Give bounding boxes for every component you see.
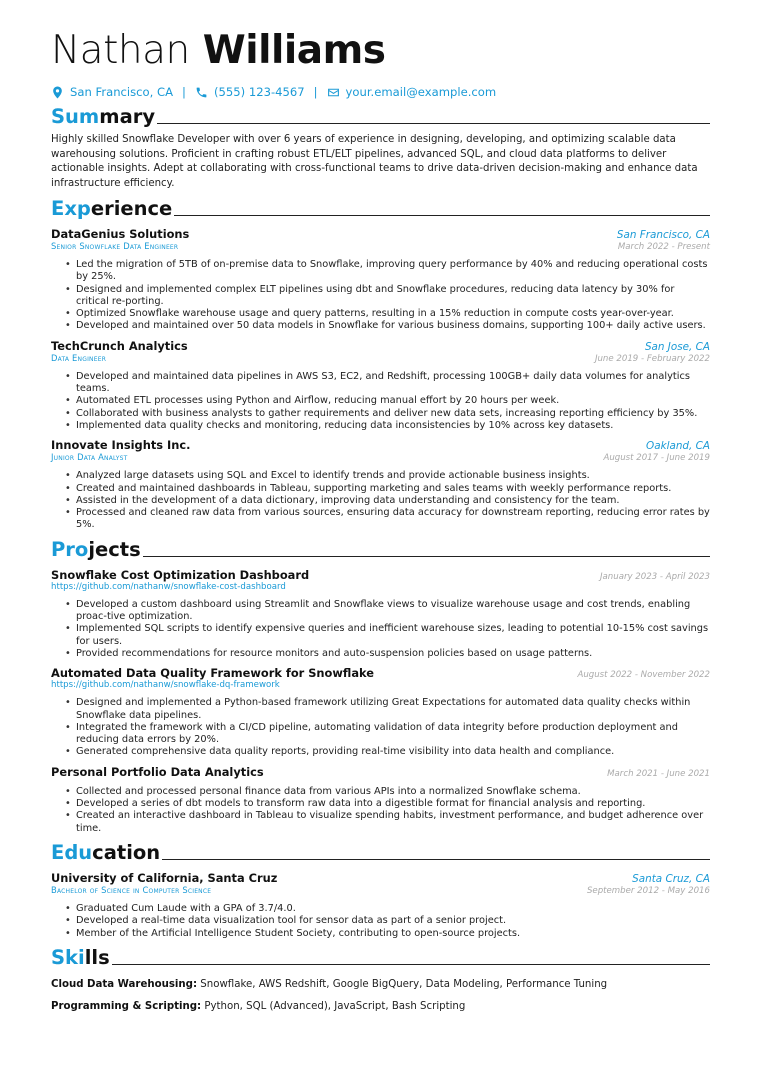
education-entry xyxy=(51,871,710,940)
skill-label: Cloud Data Warehousing: xyxy=(51,978,198,990)
skill-label: Programming & Scripting: xyxy=(51,1000,202,1012)
list-item: • Developed a series of dbt models to transform raw data into a digestible format for financial analysis and reporting. xyxy=(76,798,710,810)
experience-entry xyxy=(51,438,710,531)
section-title-summary xyxy=(51,105,710,129)
project-link[interactable]: https://github.com/nathanw/snowflake-dq-framework xyxy=(51,680,280,691)
project-dates: January 2023 - April 2023 xyxy=(600,571,710,582)
list-item: • Implemented SQL scripts to identify expensive queries and inefficient warehouse sizes, leading to potential 10-15% cost savings for users. xyxy=(76,623,710,648)
project-dates: August 2022 - November 2022 xyxy=(577,670,710,681)
list-item: • Developed a custom dashboard using Streamlit and Snowflake views to visualize warehouse usage and cost trends, enabling proac-tive optimization. xyxy=(76,599,710,624)
company-name: Innovate Insights Inc. xyxy=(51,438,191,453)
job-dates: March 2022 - Present xyxy=(617,242,710,252)
contact-line xyxy=(51,85,710,99)
list-item: • Developed a real-time data visualization tool for sensor data as part of a senior project. xyxy=(76,915,710,927)
list-item: • Collected and processed personal finance data from various APIs into a normalized Snowflake schema. xyxy=(76,786,710,798)
list-item: • Optimized Snowflake warehouse usage and query patterns, resulting in a 15% reduction in compute costs year-over-year. xyxy=(76,308,710,320)
title-rest: mary xyxy=(99,105,156,128)
contact-email[interactable] xyxy=(327,85,497,99)
skill-value: Snowflake, AWS Redshift, Google BigQuery, Data Modeling, Performance Tuning xyxy=(200,978,608,990)
title-rest: erience xyxy=(90,197,173,220)
project-name: Personal Portfolio Data Analytics xyxy=(51,764,264,779)
section-title-education xyxy=(51,841,710,865)
job-role: Data Engineer xyxy=(51,352,107,363)
experience-entry xyxy=(51,339,710,432)
email-link[interactable]: your.email@example.com xyxy=(345,85,497,99)
company-name: DataGenius Solutions xyxy=(51,227,190,241)
list-item: • Processed and cleaned raw data from various sources, ensuring data accuracy for downstream reporting, reducing error rates by 5%. xyxy=(76,507,710,532)
title-rest: cation xyxy=(92,840,161,864)
list-item: • Led the migration of 5TB of on-premise data to Snowflake, improving query performance by 40% and reducing operational costs by 25%. xyxy=(76,259,710,284)
bullet-list xyxy=(51,371,710,432)
contact-separator: | xyxy=(182,85,186,99)
job-location: San Francisco, CA xyxy=(616,229,710,241)
title-rest: lls xyxy=(84,945,110,969)
section-divider xyxy=(174,215,710,216)
job-role: Senior Snowflake Data Engineer xyxy=(51,241,179,251)
list-item: • Member of the Artificial Intelligence Student Society, contributing to open-source projects. xyxy=(76,928,710,940)
project-dates: March 2021 - June 2021 xyxy=(607,768,710,779)
project-entry xyxy=(51,765,710,835)
skill-row xyxy=(51,978,710,992)
list-item: • Automated ETL processes using Python and Airflow, reducing manual effort by 20 hours per week. xyxy=(76,395,710,407)
job-role: Junior Data Analyst xyxy=(51,452,128,463)
list-item: • Analyzed large datasets using SQL and Excel to identify trends and provide actionable business insights. xyxy=(76,470,710,482)
experience-entry xyxy=(51,227,710,333)
section-divider xyxy=(112,964,710,965)
list-item: • Implemented data quality checks and monitoring, reducing data inconsistencies by 10% across key datasets. xyxy=(76,420,710,432)
job-dates: August 2017 - June 2019 xyxy=(603,453,710,464)
list-item: • Integrated the framework with a CI/CD pipeline, automating validation of data integrity before production deployment and reducing data errors by 20%. xyxy=(76,722,710,747)
section-divider xyxy=(143,556,710,557)
job-dates: June 2019 - February 2022 xyxy=(594,353,710,364)
list-item: • Designed and implemented complex ELT pipelines using dbt and Snowflake procedures, reducing data latency by 30% for critical re-porting. xyxy=(76,284,710,309)
skill-value: Python, SQL (Advanced), JavaScript, Bash Scripting xyxy=(204,1000,466,1012)
section-title-experience xyxy=(51,197,710,221)
section-title-projects xyxy=(51,538,710,562)
envelope-icon xyxy=(327,86,340,99)
phone-text: (555) 123-4567 xyxy=(213,85,305,99)
job-location: San Jose, CA xyxy=(644,340,710,353)
section-title-skills xyxy=(51,946,710,970)
title-rest: jects xyxy=(88,537,141,561)
list-item: • Collaborated with business analysts to gather requirements and deliver new data sets, increasing reporting efficiency by 35%. xyxy=(76,408,710,420)
location-text: San Francisco, CA xyxy=(70,85,174,99)
education-dates: September 2012 - May 2016 xyxy=(586,885,710,896)
project-link[interactable]: https://github.com/nathanw/snowflake-cost-dashboard xyxy=(51,581,286,592)
summary-text: Highly skilled Snowflake Developer with over 6 years of experience in designing, developing, and optimizing scalable data warehousing solutions. Proficient in crafting robust ETL/ELT pipelines, advanced SQL, and cloud data platforms to deliver actionable insights. Adept at collaborating with cross-functional teams to drive data-driven decision-making and enhance data infrastructure efficiency. xyxy=(51,134,698,189)
bullet-list xyxy=(51,599,710,660)
contact-separator: | xyxy=(313,85,318,99)
project-entry xyxy=(51,666,710,758)
phone-icon xyxy=(195,86,208,99)
list-item: • Assisted in the development of a data dictionary, improving data understanding and consistency for the team. xyxy=(76,495,710,507)
title-accent: Edu xyxy=(51,840,93,864)
first-name: Nathan xyxy=(51,28,190,73)
title-accent: Sum xyxy=(51,105,100,128)
contact-phone xyxy=(195,85,305,99)
list-item: • Graduated Cum Laude with a GPA of 3.7/4.0. xyxy=(76,903,710,915)
school-name: University of California, Santa Cruz xyxy=(51,870,278,885)
section-divider xyxy=(157,123,710,124)
title-accent: Exp xyxy=(51,197,91,220)
school-location: Santa Cruz, CA xyxy=(632,872,710,885)
degree: Bachelor of Science in Computer Science xyxy=(51,884,212,895)
list-item: • Created and maintained dashboards in Tableau, supporting marketing and sales teams with weekly performance reports. xyxy=(76,483,710,495)
map-marker-icon xyxy=(51,86,64,99)
contact-location xyxy=(51,85,173,99)
skill-row xyxy=(51,1000,710,1014)
bullet-list xyxy=(51,786,710,835)
section-divider xyxy=(162,859,710,860)
list-item: • Generated comprehensive data quality reports, providing real-time visibility into data health and compliance. xyxy=(76,746,710,758)
project-name: Snowflake Cost Optimization Dashboard xyxy=(51,567,310,582)
company-name: TechCrunch Analytics xyxy=(51,338,188,353)
project-name: Automated Data Quality Framework for Snowflake xyxy=(51,666,375,681)
job-location: Oakland, CA xyxy=(646,440,710,453)
project-entry xyxy=(51,568,710,660)
candidate-name xyxy=(51,28,710,74)
bullet-list xyxy=(51,903,710,940)
title-accent: Ski xyxy=(51,945,85,969)
list-item: • Developed and maintained over 50 data models in Snowflake for various business domains, supporting 100+ daily active users. xyxy=(76,320,710,332)
list-item: • Provided recommendations for resource monitors and auto-suspension policies based on usage patterns. xyxy=(76,648,710,660)
title-accent: Pro xyxy=(51,537,89,561)
bullet-list xyxy=(51,259,710,333)
bullet-list xyxy=(51,697,710,758)
list-item: • Developed and maintained data pipelines in AWS S3, EC2, and Redshift, processing 100GB+ daily data volumes for analytics teams. xyxy=(76,371,710,396)
list-item: • Designed and implemented a Python-based framework utilizing Great Expectations for automated data quality checks within Snowflake data pipelines. xyxy=(76,697,710,722)
bullet-list xyxy=(51,470,710,531)
last-name: Williams xyxy=(202,28,386,73)
list-item: • Created an interactive dashboard in Tableau to visualize spending habits, investment performance, and budget adherence over time. xyxy=(76,810,710,835)
